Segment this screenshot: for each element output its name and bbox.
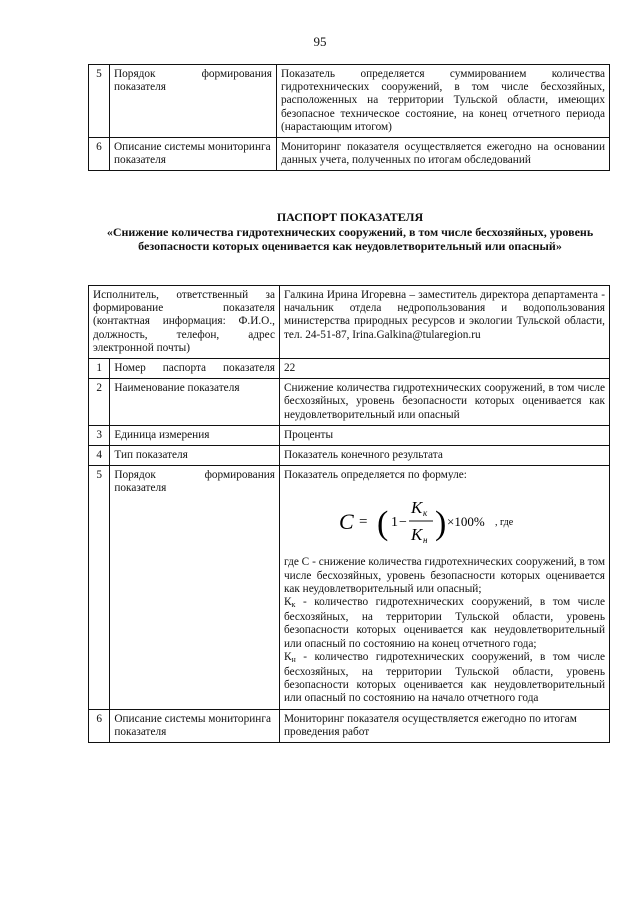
row-label: Единица измерения	[110, 425, 280, 445]
row-value: 22	[280, 359, 610, 379]
row-label: Порядок формирования показателя	[110, 65, 277, 138]
row-number: 3	[89, 425, 110, 445]
formula-paren-right: )	[435, 505, 447, 543]
formula	[284, 492, 605, 548]
definition-kk-symbol: К	[284, 596, 292, 609]
table-row	[89, 65, 610, 138]
formula-numerator-sub: к	[423, 508, 428, 519]
row-number: 1	[89, 359, 110, 379]
formula-intro: Показатель определяется по формуле:	[284, 469, 467, 482]
formula-graphic	[339, 492, 619, 548]
executor-value: Галкина Ирина Игоревна – заместитель директора департамента - начальник отдела недропользования и водопользования министерства природных ресурсов и экологии Тульской области, тел. 24-51-87, Irina.Galkina@tularegion.ru	[280, 286, 610, 359]
passport-title: ПАСПОРТ ПОКАЗАТЕЛЯ	[276, 210, 424, 224]
formula-denominator: K	[411, 525, 423, 545]
row-value: Проценты	[280, 425, 610, 445]
passport-subtitle: «Снижение количества гидротехнических сооружений, в том числе бесхозяйных, уровень безопасности которых оценивается как неудовлетворительный или опасный»	[106, 225, 594, 253]
executor-label: Исполнитель, ответственный за формирование показателя (контактная информация: Ф.И.О., должность, телефон, адрес электронной почты)	[89, 286, 280, 359]
formula-eq: =	[359, 514, 368, 531]
table-row	[89, 466, 610, 709]
definition-kn-text: - количество гидротехнических сооружений, в том числе бесхозяйных, на территории Тульской области, уровень безопасности которых оценивается как неудовлетворительный или опасный по состоянию на начало отчетного года	[284, 650, 605, 705]
top-table	[88, 64, 610, 171]
table-row	[89, 286, 610, 359]
row-number: 5	[89, 65, 110, 138]
formula-lhs: C	[339, 509, 354, 535]
definition-kk	[284, 596, 605, 651]
row-label: Тип показателя	[110, 446, 280, 466]
definition-kk-sub: к	[291, 600, 296, 610]
definition-kn	[284, 651, 605, 706]
definition-kn-sub: н	[291, 654, 296, 664]
table-row	[89, 425, 610, 445]
row-text: Показатель определяется суммированием количества гидротехнических сооружений, в том числе бесхозяйных, расположенных на территории Тульской области, имеющих безопасное техническое состояние, на конец отчетного периода (нарастающим итогом)	[277, 65, 610, 138]
formula-paren-left: (	[377, 505, 389, 543]
row-formula-cell	[280, 466, 610, 709]
row-number: 2	[89, 379, 110, 426]
table-row	[89, 359, 610, 379]
row-number: 6	[89, 138, 110, 171]
table-row	[89, 379, 610, 426]
definition-kn-symbol: К	[284, 650, 292, 663]
page-number: 95	[313, 34, 327, 49]
formula-denominator-sub: н	[423, 535, 428, 546]
row-label: Описание системы мониторинга показателя	[110, 709, 280, 742]
table-row	[89, 446, 610, 466]
main-table	[88, 285, 610, 743]
row-label: Наименование показателя	[110, 379, 280, 426]
row-text: Мониторинг показателя осуществляется ежегодно на основании данных учета, полученных по итогам обследований	[277, 138, 610, 171]
row-number: 4	[89, 446, 110, 466]
row-value: Мониторинг показателя осуществляется ежегодно по итогам проведения работ	[280, 709, 610, 742]
formula-times: ×100%	[447, 514, 485, 530]
row-number: 6	[89, 709, 110, 742]
definition-c: где С - снижение количества гидротехнических сооружений, в том числе бесхозяйных, уровень безопасности которых оценивается как неудовлетворительный или опасный;	[284, 556, 605, 595]
row-label: Порядок формирования показателя	[110, 466, 280, 709]
definition-kk-text: - количество гидротехнических сооружений, в том числе бесхозяйных, на территории Тульской области, уровень безопасности которых оценивается как неудовлетворительный или опасный по состоянию на конец отчетного года;	[284, 596, 605, 650]
table-row	[89, 138, 610, 171]
row-number: 5	[89, 466, 110, 709]
row-label: Номер паспорта показателя	[110, 359, 280, 379]
formula-minus: −	[399, 515, 407, 531]
formula-numerator: K	[411, 498, 423, 518]
formula-tail: , где	[495, 517, 514, 529]
row-value: Снижение количества гидротехнических сооружений, в том числе бесхозяйных, уровень безопасности которых оценивается как неудовлетворительный или опасный	[280, 379, 610, 426]
formula-one: 1	[391, 515, 398, 531]
row-label: Описание системы мониторинга показателя	[110, 138, 277, 171]
row-value: Показатель конечного результата	[280, 446, 610, 466]
table-row	[89, 709, 610, 742]
